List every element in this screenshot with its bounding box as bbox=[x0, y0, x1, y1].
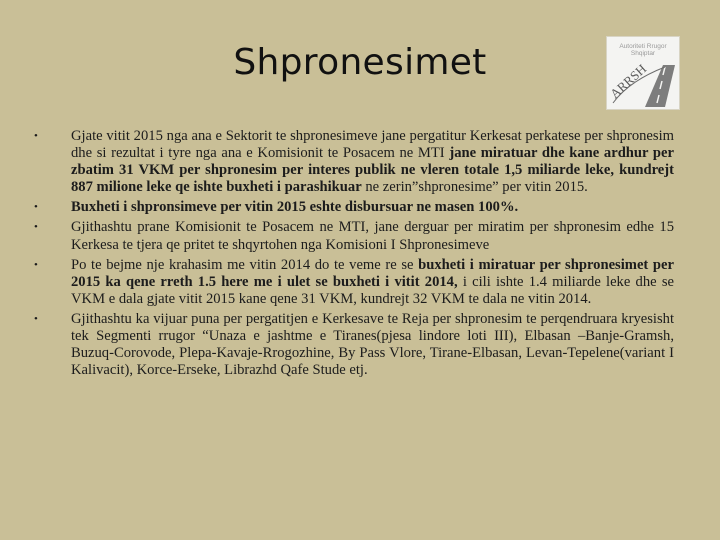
bullet-item bbox=[34, 310, 674, 379]
bullet-item bbox=[34, 128, 674, 196]
bullet-text: Po te bejme nje krahasim me vitin 2014 do te veme re se bbox=[71, 256, 419, 273]
bullet-item bbox=[34, 199, 674, 216]
bullet-dot-icon: • bbox=[34, 258, 38, 271]
bullet-text-bold: buxheti i miratuar per shpronesimet per 2015 ka qene rreth 1.5 here me i ulet se buxheti i vitit 2014, bbox=[71, 256, 674, 290]
bullet-item bbox=[34, 219, 674, 253]
logo-acronym: ARRSH bbox=[607, 61, 650, 102]
logo-line2: Shqiptar bbox=[630, 50, 656, 57]
bullet-item bbox=[34, 256, 674, 308]
bullet-dot-icon: • bbox=[34, 312, 38, 325]
bullet-dot-icon: • bbox=[34, 221, 38, 234]
bullet-text: Gjithashtu ka vijuar puna per pergatitjen e Kerkesave te Reja per shpronesim te perqendruara kryesisht tek Segmenti rrugor “Unaza e jashtme e Tiranes(pjesa lindore loti III), Elbasan –Banje-Gramsh, Buzuq-Corovode, Plepa-Kavaje-Rrogozhine, By Pass Vlore, Tirane-Elbasan, Levan-Tepelene(variant I Kalivacit), Korce-Erseke, Librazhd Qafe Stude etj. bbox=[71, 310, 674, 379]
logo-line1: Autoriteti Rrugor bbox=[619, 43, 667, 50]
bullet-dot-icon: • bbox=[34, 130, 38, 142]
slide-title: Shpronesimet bbox=[233, 42, 487, 83]
bullet-text: ne zerin”shpronesime” per vitin 2015. bbox=[361, 179, 588, 196]
road-logo-icon bbox=[607, 37, 679, 109]
bullet-dot-icon: • bbox=[34, 201, 38, 214]
bullet-list bbox=[34, 128, 674, 382]
bullet-text: Gjithashtu prane Komisionit te Posacem ne MTI, jane derguar per miratim per shpronesim edhe 15 Kerkesa te tjera qe pritet te shqyrtohen nga Komisioni I Shpronesimeve bbox=[71, 219, 674, 253]
bullet-text: i cili ishte 1.4 miliarde leke dhe se VKM e dala gjate vitit 2015 kane qene 31 VKM, kundrejt 32 VKM te dala ne vitin 2014. bbox=[71, 273, 674, 307]
bullet-text: Gjate vitit 2015 nga ana e Sektorit te shpronesimeve jane pergatitur Kerkesat perkatese per shpronesim dhe si rezultat i tyre nga ana e Komisionit te Posacem ne MTI bbox=[71, 128, 674, 162]
bullet-text-bold: Buxheti i shpronsimeve per vitin 2015 eshte disbursuar ne masen 100%. bbox=[71, 199, 519, 216]
arrsh-logo bbox=[606, 36, 680, 110]
bullet-text-bold: jane miratuar dhe kane ardhur per zbatim 31 VKM per shpronesim per interes publik ne vleren totale 1,5 miliarde leke, kundrejt 887 milione leke qe ishte buxheti i parashikuar bbox=[71, 145, 674, 196]
